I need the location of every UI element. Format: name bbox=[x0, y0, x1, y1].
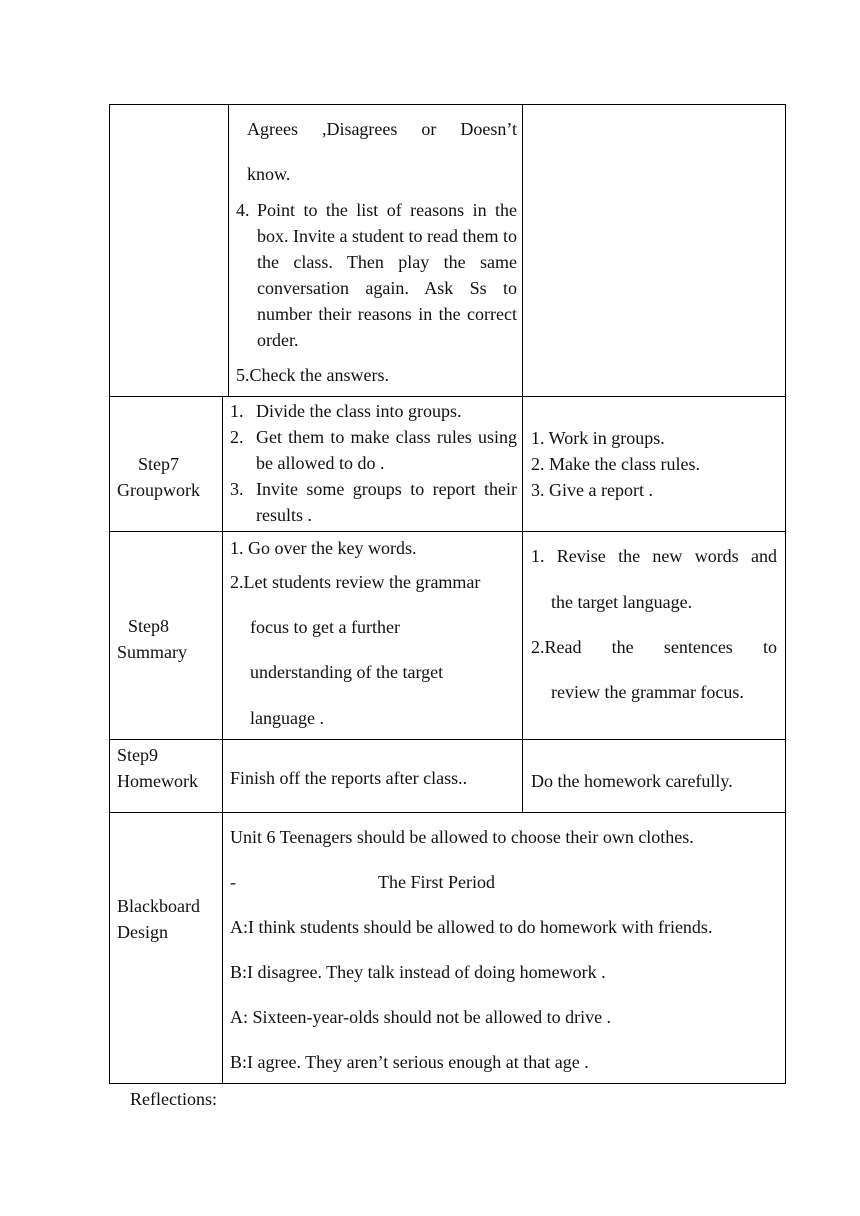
reflections-heading: Reflections: bbox=[130, 1089, 217, 1109]
teacher-text-line: 2.Let students review the grammar bbox=[230, 572, 481, 592]
step-label: Step7 bbox=[138, 454, 180, 474]
student-text-line: 3. Give a report . bbox=[531, 480, 653, 500]
blackboard-line: B:I agree. They aren’t serious enough at that age . bbox=[230, 1052, 589, 1072]
table-column-divider bbox=[522, 104, 523, 812]
table-row-divider bbox=[109, 812, 786, 813]
step-label: Blackboard bbox=[117, 896, 200, 916]
student-text-line: 1. Work in groups. bbox=[531, 428, 665, 448]
student-text-line: 2. Make the class rules. bbox=[531, 454, 700, 474]
teacher-text-line: Agrees ,Disagrees or Doesn’t bbox=[247, 119, 517, 139]
table-border-right bbox=[785, 104, 786, 1084]
step-label: Groupwork bbox=[117, 480, 200, 500]
list-item-text: Invite some groups to report their results . bbox=[256, 479, 517, 525]
list-number: 2. bbox=[230, 427, 244, 447]
blackboard-line: Unit 6 Teenagers should be allowed to choose their own clothes. bbox=[230, 827, 694, 847]
table-row-divider bbox=[109, 531, 786, 532]
teacher-text-line: understanding of the target bbox=[250, 662, 444, 682]
table-border-top bbox=[109, 104, 786, 105]
list-item bbox=[236, 197, 517, 353]
student-text-line: 1. Revise the new words and bbox=[531, 546, 777, 566]
student-text-line: Do the homework carefully. bbox=[531, 771, 733, 791]
teacher-text-line: 1. Go over the key words. bbox=[230, 538, 417, 558]
table-border-bottom bbox=[109, 1083, 786, 1084]
teacher-text-line: Finish off the reports after class.. bbox=[230, 768, 468, 788]
list-item bbox=[230, 424, 517, 476]
table-row-divider bbox=[109, 396, 786, 397]
list-item-text: Divide the class into groups. bbox=[256, 401, 462, 421]
table-row-divider bbox=[109, 739, 786, 740]
list-item-text: Point to the list of reasons in the box. Invite a student to read them to the class. Then play the same conversation again. Ask Ss to number their reasons in the correct order. bbox=[257, 200, 517, 350]
step-label: Step8 bbox=[128, 616, 170, 636]
teacher-text-line: 5.Check the answers. bbox=[236, 365, 389, 385]
student-text-line: review the grammar focus. bbox=[551, 682, 744, 702]
list-item bbox=[230, 476, 517, 528]
step-label: Step9 bbox=[117, 745, 159, 765]
list-item-text: Get them to make class rules using be allowed to do . bbox=[256, 427, 517, 473]
teacher-text-line: know. bbox=[247, 164, 291, 184]
table-border-left bbox=[109, 104, 110, 1084]
list-number: 1. bbox=[230, 401, 244, 421]
list-number: 4. bbox=[236, 200, 250, 220]
blackboard-line: A: Sixteen-year-olds should not be allowed to drive . bbox=[230, 1007, 612, 1027]
teacher-text-line: language . bbox=[250, 708, 324, 728]
teacher-list bbox=[236, 197, 517, 353]
list-item bbox=[230, 398, 517, 424]
blackboard-line: A:I think students should be allowed to do homework with friends. bbox=[230, 917, 713, 937]
blackboard-line: B:I disagree. They talk instead of doing homework . bbox=[230, 962, 606, 982]
student-text-line: 2.Read the sentences to bbox=[531, 637, 777, 657]
list-number: 3. bbox=[230, 479, 244, 499]
blackboard-dash: - bbox=[230, 872, 236, 892]
teacher-text-line: focus to get a further bbox=[250, 617, 400, 637]
step-label: Design bbox=[117, 922, 168, 942]
step-label: Summary bbox=[117, 642, 187, 662]
blackboard-subtitle: The First Period bbox=[378, 872, 495, 892]
table-column-divider bbox=[228, 104, 229, 396]
teacher-list bbox=[230, 398, 517, 528]
table-column-divider bbox=[222, 396, 223, 1084]
step-label: Homework bbox=[117, 771, 198, 791]
student-text-line: the target language. bbox=[551, 592, 693, 612]
